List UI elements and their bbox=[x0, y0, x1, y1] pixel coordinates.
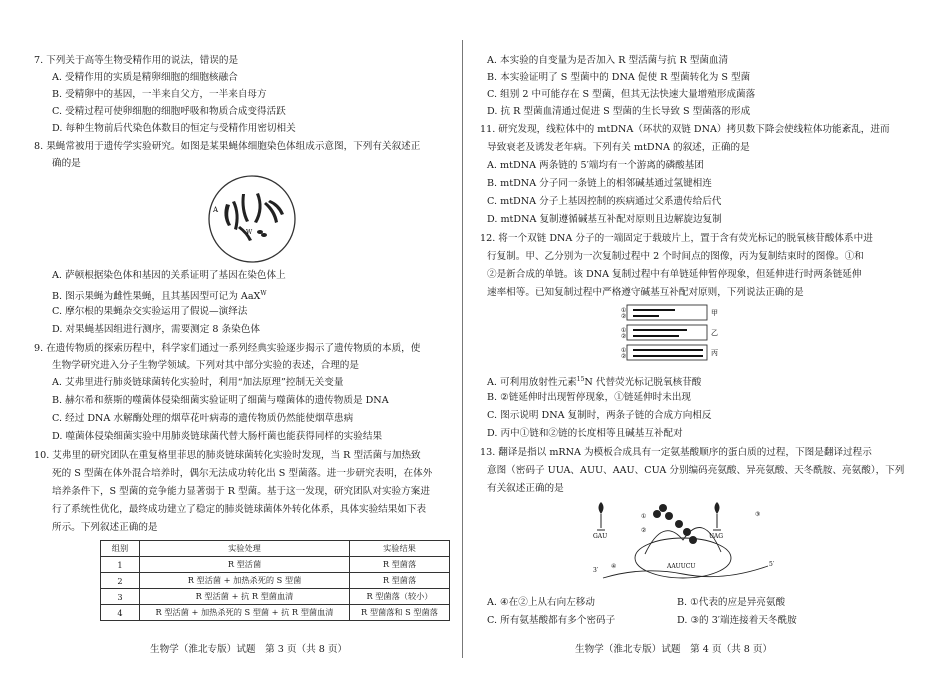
q7-option-b[interactable]: B. 受精卵中的基因，一半来自父方，一半来自母方 bbox=[52, 89, 267, 100]
q10-line-1: 10. 艾弗里的研究团队在重复格里菲思的肺炎链球菌转化实验时发现，当 R 型活菌与加热致 bbox=[34, 450, 421, 461]
table-row bbox=[101, 573, 450, 589]
fig-label-a: A bbox=[213, 206, 219, 214]
left-page bbox=[0, 0, 460, 688]
fig-label-yi: 乙 bbox=[711, 329, 718, 337]
fig-label-2: ② bbox=[641, 527, 647, 534]
chromosome-figure bbox=[204, 174, 300, 264]
strand-label-1: ① bbox=[621, 327, 627, 334]
q9-option-a[interactable]: A. 艾弗里进行肺炎链球菌转化实验时，利用“加法原理”控制无关变量 bbox=[52, 377, 344, 388]
table-cell: R 型菌落 bbox=[350, 573, 450, 589]
strand-label-2: ② bbox=[621, 313, 627, 320]
right-page bbox=[475, 0, 935, 688]
q9-option-d[interactable]: D. 噬菌体侵染细菌实验中用肺炎链球菌代替大肠杆菌也能获得同样的实验结果 bbox=[52, 431, 383, 442]
q9-option-c[interactable]: C. 经过 DNA 水解酶处理的烟草花叶病毒的遗传物质仍然能使烟草患病 bbox=[52, 413, 354, 424]
table-cell: R 型活菌 + 加热杀死的 S 型菌 bbox=[140, 573, 350, 589]
q9-stem: 9. 在遗传物质的探索历程中，科学家们通过一系列经典实验逐步揭示了遗传物质的本质，使 bbox=[34, 343, 421, 354]
q8-option-b[interactable]: B. 图示果蝇为雌性果蝇，且其基因型可记为 AaX$^W$ bbox=[52, 290, 267, 303]
trna-anticodon-right: UAG bbox=[709, 533, 723, 540]
q13-option-d[interactable]: D. ③的 3′端连接着天冬酰胺 bbox=[677, 615, 797, 626]
q10-option-a[interactable]: A. 本实验的自变量为是否加入 R 型活菌与抗 R 型菌血清 bbox=[487, 55, 729, 66]
table-cell: 1 bbox=[101, 557, 140, 573]
strand-label-1: ① bbox=[621, 307, 627, 314]
q11-option-a[interactable]: A. mtDNA 两条链的 5′端均有一个游离的磷酸基团 bbox=[487, 160, 704, 171]
table-cell: R 型活菌 + 抗 R 型菌血清 bbox=[140, 589, 350, 605]
q13-option-a[interactable]: A. ④在②上从右向左移动 bbox=[487, 597, 595, 608]
q10-line-4: 行了系统性优化，最终成功建立了稳定的肺炎链球菌体外转化体系，具体实验结果如下表 bbox=[52, 504, 427, 515]
column-divider bbox=[462, 40, 463, 658]
table-cell: R 型活菌 bbox=[140, 557, 350, 573]
q11-option-d[interactable]: D. mtDNA 复制遵循碱基互补配对原则且边解旋边复制 bbox=[487, 214, 722, 225]
fig-label-4: ④ bbox=[611, 563, 617, 570]
table-header-row bbox=[101, 541, 450, 557]
footer-page-4: 生物学（淮北专版）试题 第 4 页（共 8 页） bbox=[575, 644, 773, 655]
q8-option-a[interactable]: A. 萨顿根据染色体和基因的关系证明了基因在染色体上 bbox=[52, 270, 286, 281]
fig-label-jia: 甲 bbox=[711, 309, 718, 317]
q8-option-d[interactable]: D. 对果蝇基因组进行测序，需要测定 8 条染色体 bbox=[52, 324, 260, 335]
q7-option-d[interactable]: D. 每种生物前后代染色体数目的恒定与受精作用密切相关 bbox=[52, 123, 296, 134]
q11-stem-cont: 导致衰老及诱发老年病。下列有关 mtDNA 的叙述，正确的是 bbox=[487, 142, 750, 153]
q11-option-b[interactable]: B. mtDNA 分子同一条链上的相邻碱基通过氢键相连 bbox=[487, 178, 712, 189]
table-cell: R 型菌落（较小） bbox=[350, 589, 450, 605]
table-cell: 3 bbox=[101, 589, 140, 605]
q12-line-1: 12. 将一个双链 DNA 分子的一端固定于载玻片上，置于含有荧光标记的脱氧核苷酸体系中进 bbox=[480, 233, 873, 244]
q8-option-c[interactable]: C. 摩尔根的果蝇杂交实验运用了假说—演绎法 bbox=[52, 306, 248, 317]
q11-option-c[interactable]: C. mtDNA 分子上基因控制的疾病通过父系遗传给后代 bbox=[487, 196, 722, 207]
q9-stem-cont: 生物学研究进入分子生物学领域。下列对其中部分实验的表述，合理的是 bbox=[52, 360, 359, 371]
q13-line-3: 有关叙述正确的是 bbox=[487, 483, 564, 494]
q7-option-a[interactable]: A. 受精作用的实质是精卵细胞的细胞核融合 bbox=[52, 72, 238, 83]
trna-anticodon-left: GAU bbox=[593, 533, 608, 540]
table-row bbox=[101, 589, 450, 605]
table-header-group: 组别 bbox=[101, 541, 140, 557]
table-header-result: 实验结果 bbox=[350, 541, 450, 557]
mrna-3-end: 3′ bbox=[593, 567, 599, 574]
q13-line-2: 意图（密码子 UUA、AUU、AAU、CUA 分别编码亮氨酸、异亮氨酸、天冬酰胺、亮氨酸），下列 bbox=[487, 465, 905, 476]
q12-option-d[interactable]: D. 丙中①链和②链的长度相等且碱基互补配对 bbox=[487, 428, 683, 439]
q13-line-1: 13. 翻译是指以 mRNA 为模板合成具有一定氨基酸顺序的蛋白质的过程，下图是翻译过程示 bbox=[480, 447, 872, 458]
dna-replication-figure bbox=[623, 303, 723, 365]
fig-label-w: W bbox=[246, 229, 253, 236]
table-cell: R 型活菌 + 加热杀死的 S 型菌 + 抗 R 型菌血清 bbox=[140, 605, 350, 621]
q12-option-a[interactable]: A. 可利用放射性元素$^{15}$N 代替荧光标记脱氧核苷酸 bbox=[487, 376, 702, 389]
fig-label-3: ③ bbox=[755, 511, 761, 518]
table-cell: R 型菌落和 S 型菌落 bbox=[350, 605, 450, 621]
q10-option-d[interactable]: D. 抗 R 型菌血清通过促进 S 型菌的生长导致 S 型菌落的形成 bbox=[487, 106, 751, 117]
table-header-treatment: 实验处理 bbox=[140, 541, 350, 557]
table-row bbox=[101, 605, 450, 621]
mrna-codons: AAUUCU bbox=[667, 563, 696, 570]
fig-label-bing: 丙 bbox=[711, 349, 718, 357]
table-cell: R 型菌落 bbox=[350, 557, 450, 573]
strand-label-2: ② bbox=[621, 333, 627, 340]
fig-label-1: ① bbox=[641, 513, 647, 520]
q12-option-b[interactable]: B. ②链延伸时出现暂停现象，①链延伸时未出现 bbox=[487, 392, 692, 403]
q7-stem: 7. 下列关于高等生物受精作用的说法，错误的是 bbox=[34, 55, 239, 66]
strand-label-1: ① bbox=[621, 347, 627, 354]
q13-option-b[interactable]: B. ①代表的应是异亮氨酸 bbox=[677, 597, 786, 608]
table-cell: 4 bbox=[101, 605, 140, 621]
q8-stem-cont: 确的是 bbox=[52, 158, 81, 169]
q12-option-c[interactable]: C. 图示说明 DNA 复制时，两条子链的合成方向相反 bbox=[487, 410, 712, 421]
q9-option-b[interactable]: B. 赫尔希和蔡斯的噬菌体侵染细菌实验证明了细菌与噬菌体的遗传物质是 DNA bbox=[52, 395, 389, 406]
mrna-5-end: 5′ bbox=[769, 561, 775, 568]
q7-option-c[interactable]: C. 受精过程可使卵细胞的细胞呼吸和物质合成变得活跃 bbox=[52, 106, 286, 117]
translation-figure bbox=[583, 496, 783, 590]
q10-option-b[interactable]: B. 本实验证明了 S 型菌中的 DNA 促使 R 型菌转化为 S 型菌 bbox=[487, 72, 751, 83]
q10-line-2: 死的 S 型菌在体外混合培养时，偶尔无法成功转化出 S 型菌落。进一步研究表明，在体外 bbox=[52, 468, 433, 479]
q12-line-3: ②是新合成的单链。该 DNA 复制过程中有单链延伸暂停现象，但延伸进行时两条链延伸 bbox=[487, 269, 862, 280]
q13-option-c[interactable]: C. 所有氨基酸都有多个密码子 bbox=[487, 615, 616, 626]
table-row bbox=[101, 557, 450, 573]
q12-line-2: 行复制。甲、乙分别为一次复制过程中 2 个时间点的图像，丙为复制结束时的图像。①和 bbox=[487, 251, 864, 262]
q10-option-c[interactable]: C. 组别 2 中可能存在 S 型菌，但其无法快速大量增殖形成菌落 bbox=[487, 89, 756, 100]
q12-line-4: 速率相等。已知复制过程中严格遵守碱基互补配对原则，下列说法正确的是 bbox=[487, 287, 804, 298]
q10-line-3: 培养条件下，S 型菌的竞争能力显著弱于 R 型菌。基于这一发现，研究团队对实验方案进 bbox=[52, 486, 430, 497]
strand-label-2: ② bbox=[621, 353, 627, 360]
q11-stem: 11. 研究发现，线粒体中的 mtDNA（环状的双链 DNA）拷贝数下降会使线粒体功能紊乱，进而 bbox=[480, 124, 890, 135]
experiment-table bbox=[100, 540, 450, 621]
table-cell: 2 bbox=[101, 573, 140, 589]
q8-stem: 8. 果蝇常被用于遗传学实验研究。如图是某果蝇体细胞染色体组成示意图，下列有关叙述正 bbox=[34, 141, 421, 152]
q10-line-5: 所示。下列叙述正确的是 bbox=[52, 522, 158, 533]
footer-page-3: 生物学（淮北专版）试题 第 3 页（共 8 页） bbox=[150, 644, 348, 655]
